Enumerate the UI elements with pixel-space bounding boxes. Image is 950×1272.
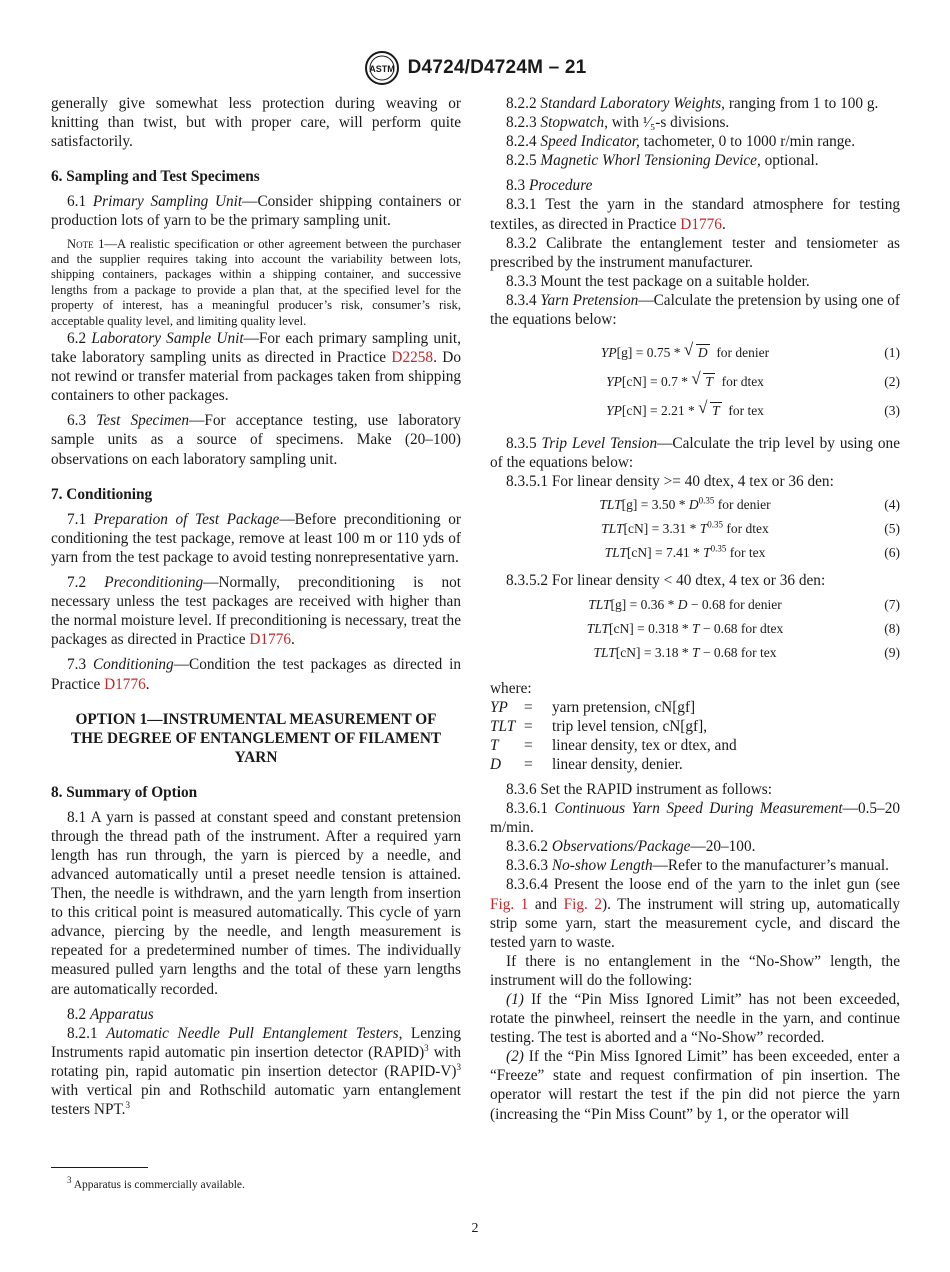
section-8-3-5: 8.3.5 Trip Level Tension—Calculate the trip level by using one of the equations below: [490, 435, 900, 472]
section-7-heading: 7. Conditioning [51, 485, 153, 503]
note-1: Note 1—A realistic specification or other agreement between the purchaser and the supplier requires taking into account the variability between lots, shipping containers, packages within a shipping container, and successive lengths from a package to provide a plan that, at the specified level for the property of interest, has a meaningful producer’s risk, consumer’s risk, acceptable quality level, and limiting quality level. [51, 236, 461, 328]
equation-6: $TLT[cN] = 7.41 * T^{0.35}$ for tex (6) [604, 543, 900, 561]
section-8-3-6: 8.3.6 Set the RAPID instrument as follows: [506, 780, 772, 798]
intro-paragraph: generally give somewhat less protection during weaving or knitting than twist, but with proper care, will perform quite satisfactorily. [51, 95, 461, 151]
section-8-3-6-1: 8.3.6.1 Continuous Yarn Speed During Measurement—0.5–20 m/min. [490, 800, 901, 837]
section-8-2-1: 8.2.1 Automatic Needle Pull Entanglement Testers, Lenzing Instruments rapid automatic pin insertion detector (RAPID)$^3$ with rotating pin, rapid automatic pin insertion detector (RAPID-V)$^3$ with vertical pin and Rothschild automatic yarn entanglement testers NPT.$^3$ [51, 1024, 461, 1119]
option-1-heading: OPTION 1—INSTRUMENTAL MEASUREMENT OF THE DEGREE OF ENTANGLEMENT OF FILAMENT YARN [70, 710, 442, 766]
footnote-divider [51, 1167, 148, 1168]
section-6-heading: 6. Sampling and Test Specimens [51, 168, 260, 186]
link-fig-1[interactable]: Fig. 1 [490, 895, 529, 913]
section-7-3: 7.3 Conditioning—Condition the test packages as directed in Practice D1776. [51, 656, 462, 693]
no-show-paragraph: If there is no entanglement in the “No-Show” length, the instrument will do the following: [490, 952, 900, 989]
equation-5: $TLT[cN] = 3.31 * T^{0.35}$ for dtex (5) [601, 519, 900, 537]
section-8-2: 8.2 Apparatus [67, 1005, 154, 1023]
section-6-1: 6.1 Primary Sampling Unit—Consider shipping containers or production lots of yarn to be the primary sampling unit. [51, 193, 461, 230]
link-d1776[interactable]: D1776 [680, 215, 722, 233]
list-item-2: (2) If the “Pin Miss Ignored Limit” has been exceeded, enter a “Freeze” state and request confirmation of pin insertion. The operator will restart the test if the pin did not pierce the yarn (increasing the “Pin Miss Count” by 1, or the operator will [490, 1048, 900, 1123]
section-8-3: 8.3 Procedure [506, 177, 593, 195]
equation-7: TLT[g] = 0.36 * D − 0.68 for denier (7) [588, 596, 900, 612]
list-item-1: (1) If the “Pin Miss Ignored Limit” has not been exceeded, rotate the pinwheel, reinsert the needle in the yarn, and continue testing. The test is aborted and a “No-Show” recorded. [490, 991, 900, 1047]
page-header [0, 50, 950, 86]
section-6-2: 6.2 Laboratory Sample Unit—For each primary sampling unit, take laboratory sampling units as directed in Practice D2258. Do not rewind or transfer material from packages taken from shipping containers to other packages. [51, 330, 461, 405]
section-8-3-6-2: 8.3.6.2 Observations/Package—20–100. [506, 838, 756, 856]
left-column [51, 94, 461, 1119]
section-7-1: 7.1 Preparation of Test Package—Before preconditioning or conditioning the test package, remove at least 100 m or 110 yds of yarn from the test package to avoid testing nonrepresentative yarn. [51, 510, 462, 566]
section-8-3-1: 8.3.1 Test the yarn in the standard atmosphere for testing textiles, as directed in Practice D1776. [490, 196, 900, 233]
link-d1776[interactable]: D1776 [104, 675, 146, 693]
where-item: T = linear density, tex or dtex, and [490, 736, 737, 754]
link-fig-2[interactable]: Fig. 2 [563, 895, 602, 913]
equation-1: YP[g] = 0.75 * √ D for denier (1) [600, 340, 900, 361]
equation-9: TLT[cN] = 3.18 * T − 0.68 for tex (9) [593, 644, 900, 660]
equation-3: YP[cN] = 2.21 * √ T for tex (3) [606, 398, 900, 419]
section-8-3-6-3: 8.3.6.3 No-show Length—Refer to the manufacturer’s manual. [506, 857, 889, 875]
right-column [490, 94, 900, 1124]
where-item: YP = yarn pretension, cN[gf] [490, 698, 696, 716]
page-number: 2 [471, 1221, 479, 1236]
footnote-ref[interactable]: 3 [424, 1042, 429, 1053]
equation-2: YP[cN] = 0.7 * √ T for dtex (2) [606, 369, 900, 390]
section-8-3-4: 8.3.4 Yarn Pretension—Calculate the pretension by using one of the equations below: [490, 291, 900, 329]
document-designation: D4724/D4724M – 21 [407, 57, 587, 78]
where-list [490, 698, 900, 774]
section-8-3-5-2: 8.3.5.2 For linear density < 40 dtex, 4 tex or 36 den: [506, 572, 826, 590]
section-6-3: 6.3 Test Specimen—For acceptance testing, use laboratory sample units as a source of specimens. Make (20–100) observations on each laboratory sampling unit. [51, 412, 462, 468]
section-8-2-2: 8.2.2 Standard Laboratory Weights, ranging from 1 to 100 g. [506, 95, 879, 112]
equation-4: $TLT[g] = 3.50 * D^{0.35}$ for denier (4) [599, 495, 900, 513]
footnote-ref[interactable]: 3 [125, 1100, 130, 1110]
section-8-heading: 8. Summary of Option [51, 783, 198, 801]
section-8-2-4: 8.2.4 Speed Indicator, tachometer, 0 to 1000 r/min range. [506, 133, 856, 151]
section-8-1: 8.1 A yarn is passed at constant speed and constant pretension through the thread path of the instrument. After a required yarn length has run through, the yarn is pierced by a needle, and advanced automatically until a preset needle tension is attained. Then, the needle is withdrawn, and the yarn length from insertion to this critical point is measured automatically. This cycle of yarn advance, piercing by the needle, and length measurement is repeated for a predetermined number of times. The individually measured pulled yarn lengths and the total of these yarn lengths are automatically recorded. [51, 808, 461, 998]
where-item: D = linear density, denier. [490, 755, 683, 773]
link-d2258[interactable]: D2258 [391, 349, 434, 367]
section-8-3-3: 8.3.3 Mount the test package on a suitable holder. [506, 272, 810, 290]
section-8-3-6-4: 8.3.6.4 Present the loose end of the yarn to the inlet gun (see Fig. 1 and Fig. 2). The instrument will string up, automatically strip some yarn, start the measurement cycle, and discard the tested yarn to waste. [490, 876, 900, 951]
section-8-3-5-1: 8.3.5.1 For linear density >= 40 dtex, 4 tex or 36 den: [506, 473, 834, 491]
astm-logo-icon [364, 50, 400, 86]
equation-8: TLT[cN] = 0.318 * T − 0.68 for dtex (8) [586, 620, 900, 636]
svg-text:ASTM: ASTM [368, 64, 395, 74]
section-7-2: 7.2 Preconditioning—Normally, preconditioning is not necessary unless the test packages are received with higher than the normal moisture level. If preconditioning is necessary, treat the packages as directed in Practice D1776. [51, 574, 461, 649]
link-d1776[interactable]: D1776 [249, 631, 291, 649]
section-8-3-2: 8.3.2 Calibrate the entanglement tester and tensiometer as prescribed by the instrument manufacturer. [490, 234, 900, 271]
where-label: where: [490, 679, 532, 697]
section-8-2-5: 8.2.5 Magnetic Whorl Tensioning Device, optional. [506, 152, 819, 170]
footnote-ref[interactable]: 3 [456, 1061, 461, 1072]
where-item: TLT = trip level tension, cN[gf], [490, 717, 708, 735]
section-8-2-3: 8.2.3 Stopwatch, with ¹⁄₅-s divisions. [506, 114, 730, 132]
footnote: $^3$ Apparatus is commercially available. [67, 1175, 245, 1191]
